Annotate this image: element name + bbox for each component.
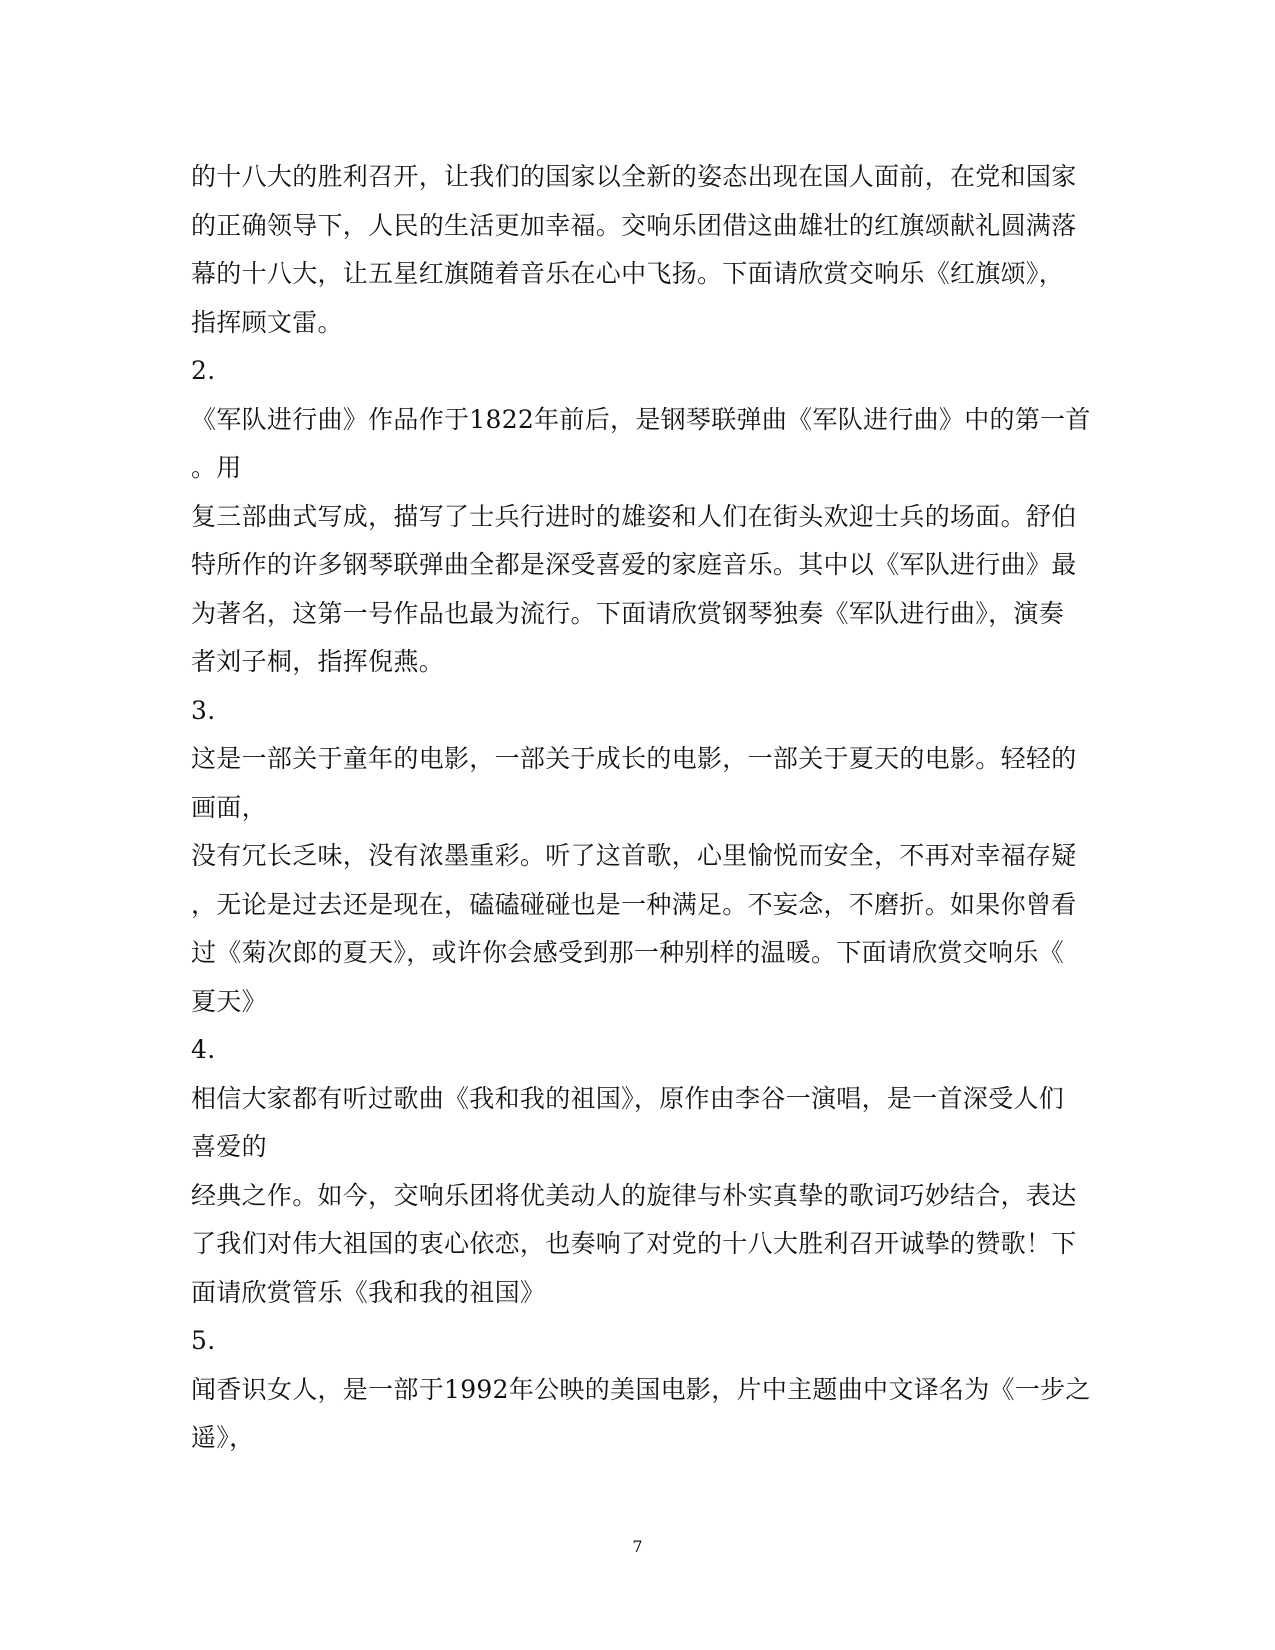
section-number: 4. <box>191 1035 216 1064</box>
page-number: 7 <box>632 1537 643 1556</box>
text-line: 夏天》 <box>191 986 267 1016</box>
text-line: 为著名，这第一号作品也最为流行。下面请欣赏钢琴独奏《军队进行曲》，演奏 <box>191 598 1065 628</box>
text-line: 的十八大的胜利召开，让我们的国家以全新的姿态出现在国人面前，在党和国家 <box>191 162 1077 191</box>
section-number: 2. <box>191 356 216 385</box>
text-line: 过《菊次郎的夏天》，或许你会感受到那一种别样的温暖。下面请欣赏交响乐《 <box>191 938 1065 967</box>
section-number: 3. <box>191 695 216 725</box>
text-line: 喜爱的 <box>191 1132 267 1161</box>
text-line: 面请欣赏管乐《我和我的祖国》 <box>191 1277 546 1307</box>
text-line: 《军队进行曲》作品作于1822年前后，是钢琴联弹曲《军队进行曲》中的第一首 <box>191 404 1091 434</box>
text-line: 。用 <box>191 453 242 482</box>
text-line: 相信大家都有听过歌曲《我和我的祖国》，原作由李谷一演唱，是一首深受人们 <box>191 1083 1065 1113</box>
text-line: 指挥顾文雷。 <box>191 307 343 337</box>
text-line: 幕的十八大，让五星红旗随着音乐在心中飞扬。下面请欣赏交响乐《红旗颂》， <box>191 259 1065 288</box>
text-line: 没有冗长乏味，没有浓墨重彩。听了这首歌，心里愉悦而安全，不再对幸福存疑 <box>191 841 1077 870</box>
text-line: 经典之作。如今，交响乐团将优美动人的旋律与朴实真挚的歌词巧妙结合，表达 <box>191 1180 1077 1210</box>
text-line: 遥》， <box>191 1423 255 1452</box>
text-line: 特所作的许多钢琴联弹曲全都是深受喜爱的家庭音乐。其中以《军队进行曲》最 <box>191 550 1077 579</box>
text-line: 者刘子桐，指挥倪燕。 <box>191 647 445 676</box>
text-line: 的正确领导下，人民的生活更加幸福。交响乐团借这曲雄壮的红旗颂献礼圆满落 <box>191 210 1077 240</box>
section-number: 5. <box>191 1326 216 1355</box>
text-line: ，无论是过去还是现在，磕磕碰碰也是一种满足。不妄念，不磨折。如果你曾看 <box>191 889 1077 919</box>
text-line: 了我们对伟大祖国的衷心依恋，也奏响了对党的十八大胜利召开诚挚的赞歌！下 <box>191 1229 1077 1258</box>
text-line: 画面， <box>191 792 267 822</box>
body-text <box>191 153 1091 1463</box>
text-line: 这是一部关于童年的电影，一部关于成长的电影，一部关于夏天的电影。轻轻的 <box>191 744 1077 773</box>
text-line: 复三部曲式写成，描写了士兵行进时的雄姿和人们在街头欢迎士兵的场面。舒伯 <box>191 501 1077 531</box>
text-line: 闻香识女人，是一部于1992年公映的美国电影，片中主题曲中文译名为《一步之 <box>191 1374 1091 1404</box>
